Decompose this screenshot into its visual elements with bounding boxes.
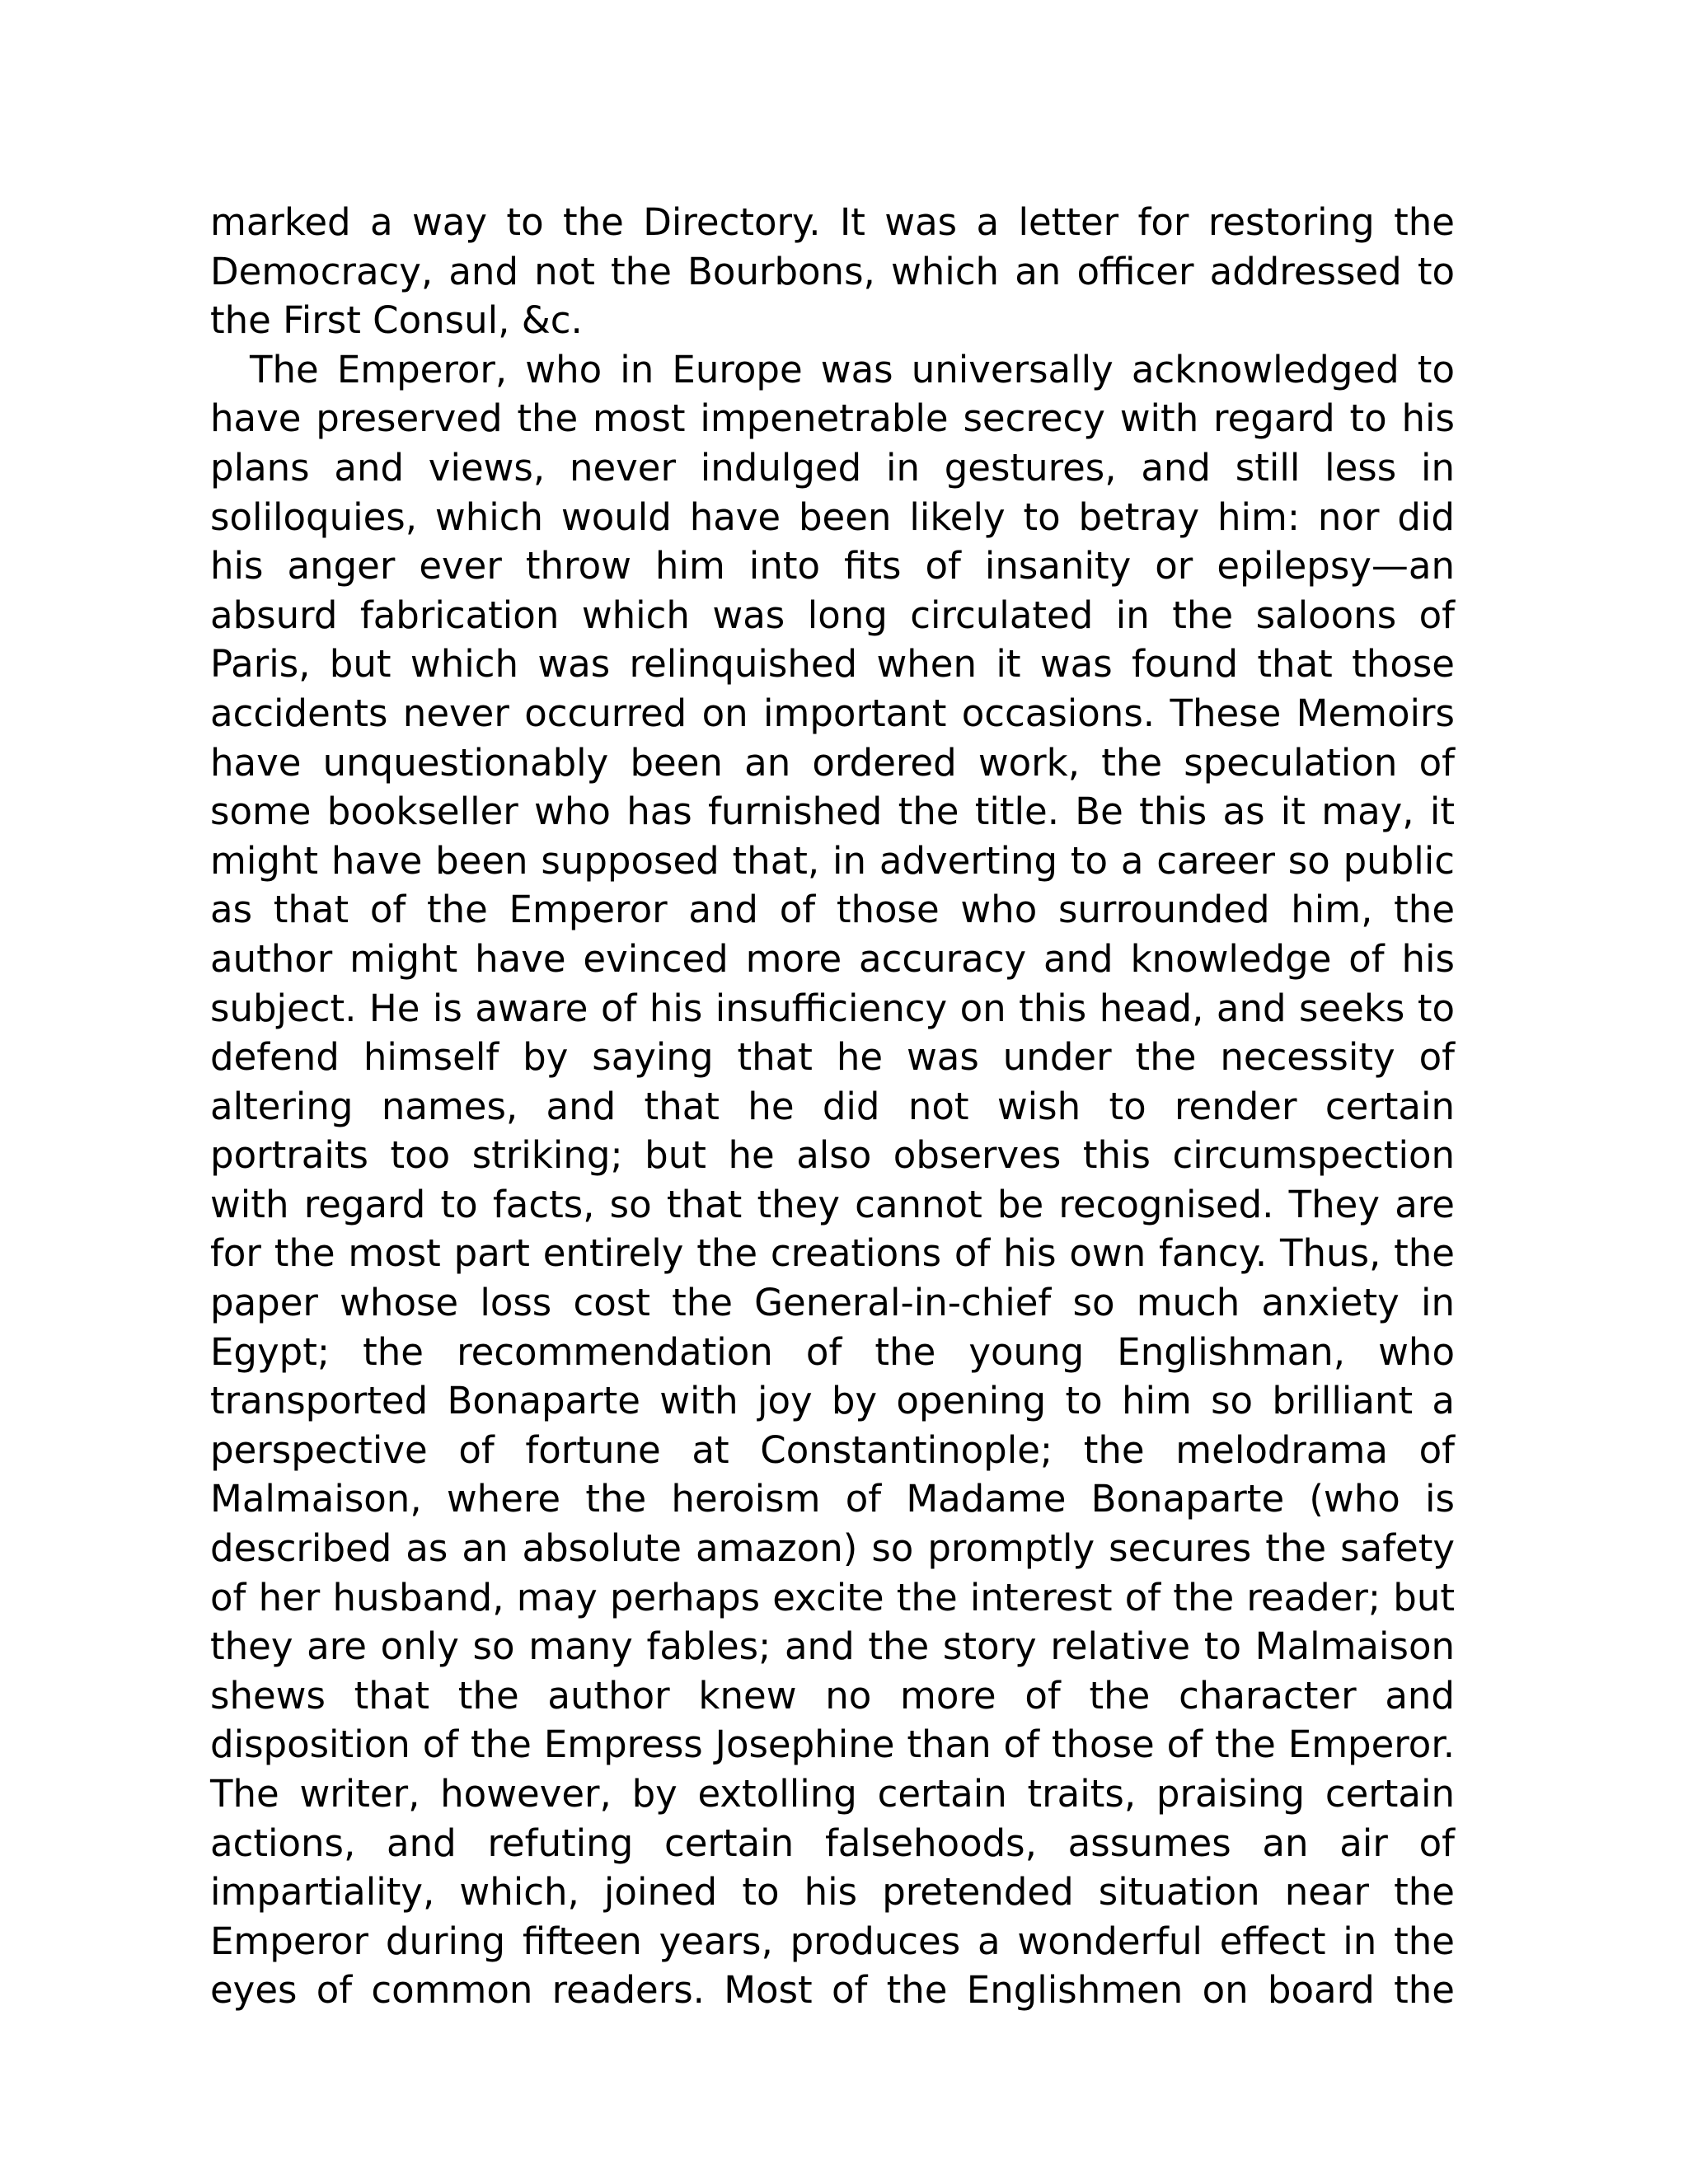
paragraph-1: marked a way to the Directory. It was a letter for restoring the Democracy, and not the Bourbons, which an officer addressed to the First Consul, &c. — [210, 200, 1455, 343]
paragraph-2: The Emperor, who in Europe was universally acknowledged to have preserved the most impenetrable secrecy with regard to his plans and views, never indulged in gestures, and still less in soliloquies, which would have been likely to betray him: nor did his anger ever throw him into fits of insanity or epilepsy—an absurd fabrication which was long circulated in the saloons of Paris, but which was relinquished when it was found that those accidents never occurred on important occasions. These Memoirs have unquestionably been an ordered work, the speculation of some bookseller who has furnished the title. Be this as it may, it might have been supposed that, in adverting to a career so public as that of the Emperor and of those who surrounded him, the author might have evinced more accuracy and knowledge of his subject. He is aware of his insufficiency on this head, and seeks to defend himself by saying that he was under the necessity of altering names, and that he did not wish to render certain portraits too striking; but he also observes this circumspection with regard to facts, so that they cannot be recognised. They are for the most part entirely the creations of his own fancy. Thus, the paper whose loss cost the General-in-chief so much anxiety in Egypt; the recommendation of the young Englishman, who transported Bonaparte with joy by opening to him so brilliant a perspective of fortune at Constantinople; the melodrama of Malmaison, where the heroism of Madame Bonaparte (who is described as an absolute amazon) so promptly secures the safety of her husband, may perhaps excite the interest of the reader; but they are only so many fables; and the story relative to Malmaison shews that the author knew no more of the character and disposition of the Empress Josephine than of those of the Emperor. The writer, however, by extolling certain traits, praising certain actions, and refuting certain falsehoods, assumes an air of impartiality, which, joined to his pretended situation near the Emperor during fifteen years, produces a wonderful effect in the eyes of common readers. Most of the Englishmen on board the — [210, 347, 1455, 2013]
body-text — [210, 198, 1455, 2015]
